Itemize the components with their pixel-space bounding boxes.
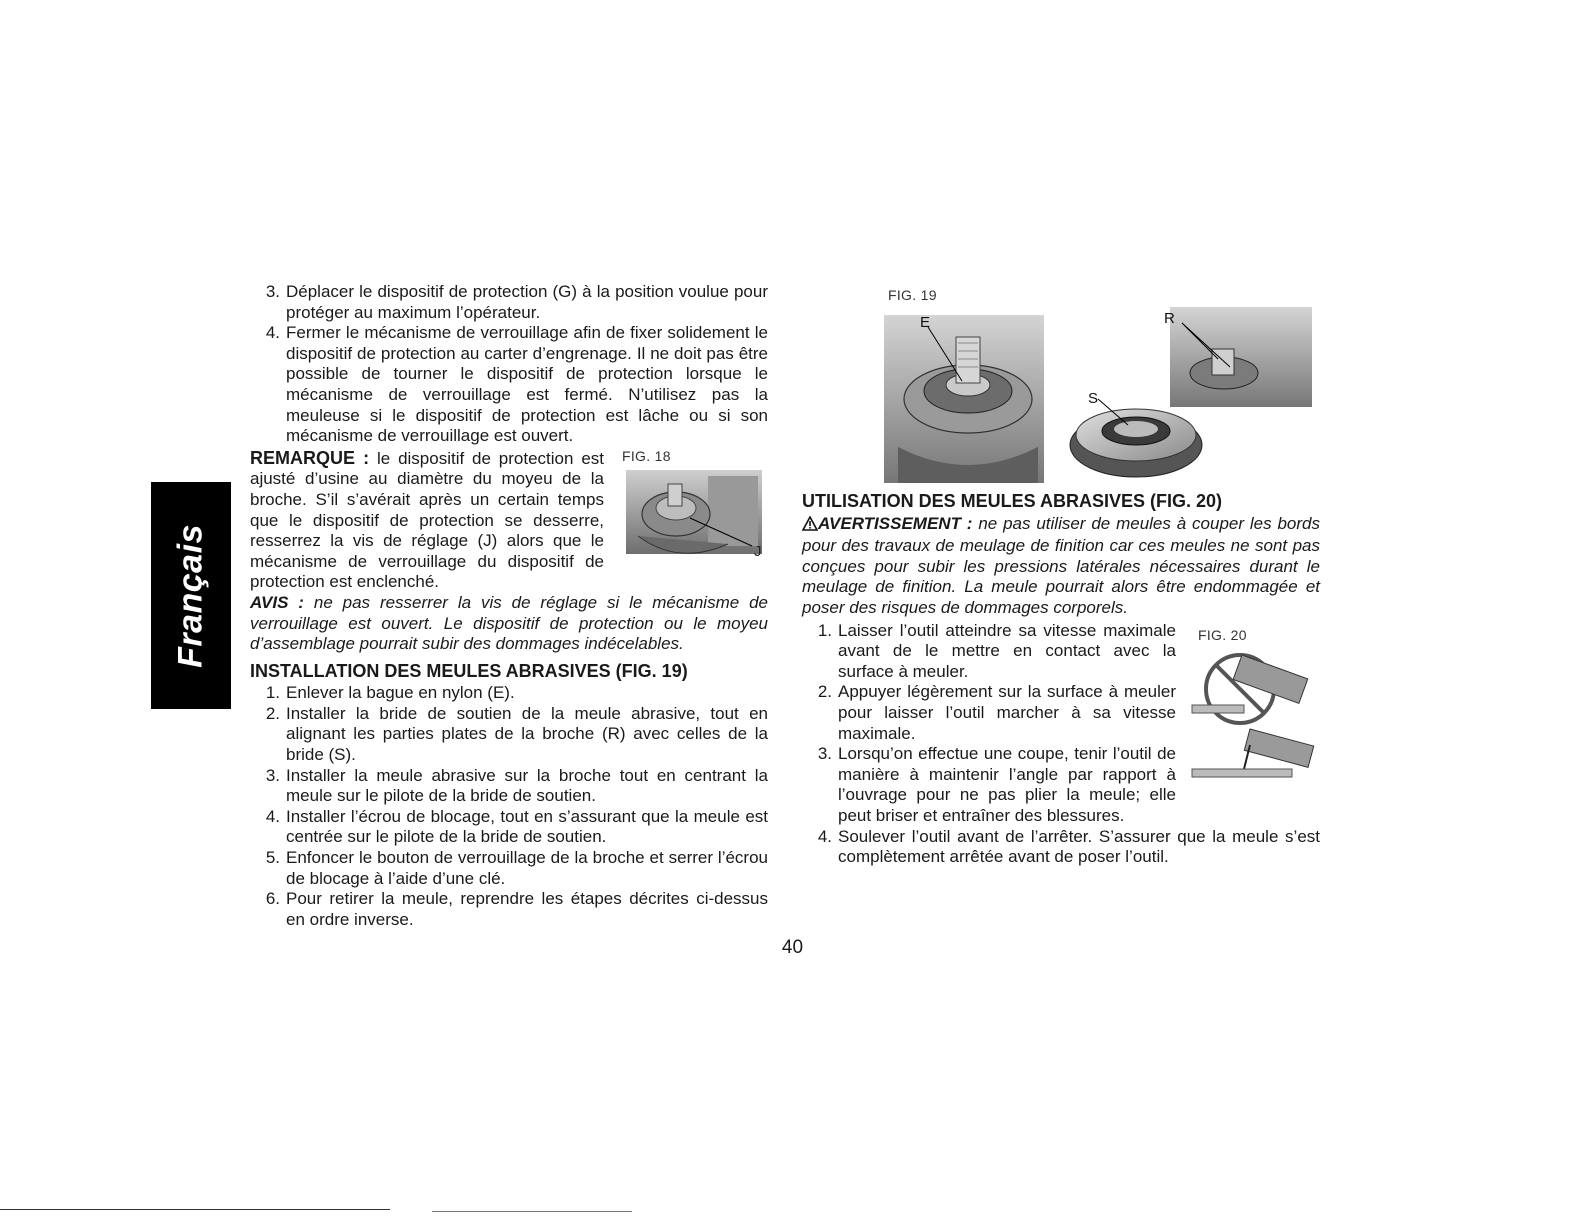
- bottom-rule: [0, 1209, 390, 1210]
- fig-20-label: FIG. 20: [1198, 626, 1247, 643]
- notice-paragraph: [250, 593, 768, 655]
- list-item: 1. Laisser l’outil atteindre sa vitesse maximale avant de le mettre en contact avec la surface à meuler.: [817, 620, 1176, 681]
- right-column: [802, 283, 1320, 868]
- list-item: 6. Pour retirer la meule, reprendre les étapes décrites ci-dessus en ordre inverse.: [265, 889, 768, 929]
- remark-block: [250, 448, 768, 593]
- list-item: 5. Enfoncer le bouton de verrouillage de la broche et serrer l’écrou de blocage à l’aide d’une clé.: [265, 848, 768, 888]
- list-item: 2. Installer la bride de soutien de la meule abrasive, tout en alignant les parties plates de la broche (R) avec celles de la bride (S).: [265, 703, 768, 765]
- fig-20: [1190, 621, 1320, 791]
- warning-triangle-icon: [802, 516, 818, 537]
- install-steps-list: [250, 683, 768, 930]
- list-item: 3. Lorsqu’on effectue une coupe, tenir l’outil de manière à maintenir l’angle par rapport à l’ouvrage pour ne pas plier la meule; elle peut briser et entraîner des blessures.: [817, 744, 1176, 825]
- remark-text: le dispositif de protection est ajusté d’usine au diamètre du moyeu de la broche. S’il s’avérait après un certain temps que le dispositif de protection se desserre, resserrez la vis de réglage (J) alors que le mécanisme de verrouillage du dispositif de protection est enclenché.: [250, 448, 604, 592]
- fig-19: [802, 283, 1320, 483]
- warning-paragraph: [802, 514, 1320, 619]
- list-item: 3. Installer la meule abrasive sur la broche tout en centrant la meule sur le pilote de la bride de soutien.: [265, 765, 768, 806]
- warning-text: ne pas utiliser de meules à couper les bords pour des travaux de meulage de finition car ces meules ne sont pas conçues pour subir les pressions latérales nécessaires durant le meulage de finition. La meule pourrait alors être endommagée et poser des risques de dommages corporels.: [802, 513, 1320, 617]
- list-item: 4. Installer l’écrou de blocage, tout en s’assurant que la meule est centrée sur le pilote de la bride de soutien.: [265, 806, 768, 847]
- install-heading: INSTALLATION DES MEULES ABRASIVES (FIG. 19): [250, 660, 688, 681]
- list-item: 4. Soulever l’outil avant de l’arrêter. S’assurer que la meule s’est complètement arrêtée avant de poser l’outil.: [817, 826, 1320, 867]
- fig-19-callout-s: S: [1088, 390, 1099, 407]
- list-item: 3. Déplacer le dispositif de protection (G) à la position voulue pour protéger au maximum l’opérateur.: [265, 282, 768, 322]
- use-heading: UTILISATION DES MEULES ABRASIVES (FIG. 20): [802, 491, 1223, 511]
- bottom-rule-secondary: [432, 1211, 632, 1212]
- fig-19-image: [878, 307, 1318, 483]
- list-item: 2. Appuyer légèrement sur la surface à meuler pour laisser l’outil marcher à sa vitesse maximale.: [817, 682, 1176, 743]
- language-side-tab: [151, 482, 231, 709]
- fig-19-label: FIG. 19: [888, 287, 937, 303]
- fig-19-callout-e: E: [920, 314, 931, 331]
- guard-steps-list: [250, 282, 768, 447]
- fig-18: [618, 446, 768, 586]
- fig-18-label: FIG. 18: [622, 447, 671, 464]
- fig-20-image: [1190, 645, 1320, 795]
- page-number: 40: [781, 937, 804, 958]
- remark-label: REMARQUE :: [250, 447, 370, 468]
- use-steps-block: [802, 621, 1320, 868]
- list-item: 1. Enlever la bague en nylon (E).: [265, 683, 515, 703]
- fig-18-image: [618, 466, 768, 586]
- warning-label: AVERTISSEMENT :: [818, 513, 973, 533]
- notice-text: ne pas resserrer la vis de réglage si le mécanisme de verrouillage est ouvert. Le dispositif de protection ou le moyeu d’assemblage pourrait subir des dommages indécelables.: [250, 592, 768, 654]
- left-column: [250, 282, 768, 930]
- fig-19-callout-r: R: [1164, 310, 1175, 327]
- notice-label: AVIS :: [250, 592, 304, 612]
- fig-18-callout-j: J: [754, 542, 762, 560]
- language-label: Français: [171, 523, 210, 668]
- list-item: 4. Fermer le mécanisme de verrouillage afin de fixer solidement le dispositif de protection au carter d’engrenage. Il ne doit pas être possible de tourner le dispositif de protection lorsque le mécanisme de verrouillage est fermé. N’utilisez pas la meuleuse si le dispositif de protection est lâche ou si son mécanisme de verrouillage est ouvert.: [265, 323, 768, 446]
